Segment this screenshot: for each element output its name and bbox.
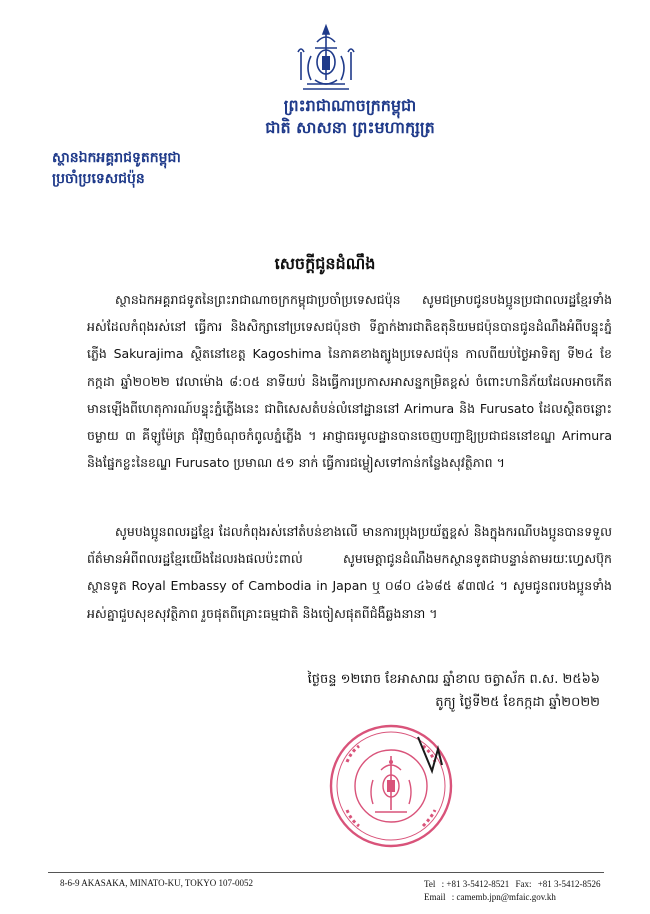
paragraph-1: ស្ថានឯកអគ្គរាជទូតនៃព្រះរាជាណាចក្រកម្ពុជាប្រចាំប្រទេសជប៉ុន សូមជម្រាបជូនបងប្អូនប្រជាពលរដ្ឋខ្មែរទាំងអស់ដែលកំពុងរស់នៅ ធ្វើការ និងសិក្សានៅប្រទេសជប៉ុនថា ទីភ្នាក់ងារជាតិឧតុនិយមជប៉ុនបានជូនដំណឹងអំពីបន្ទុះភ្នំភ្លើង Sakurajima ស្ថិតនៅខេត្ត Kagoshima នៃភាគខាងត្បូងប្រទេសជប៉ុន កាលពីយប់ថ្ងៃអាទិត្យ ទី២៤ ខែកក្កដា ឆ្នាំ២០២២ វេលាម៉ោង ៨:០៥ នាទីយប់ និងធ្វើការប្រកាសអាសន្នកម្រិតខ្ពស់ ចំពោះហានិភ័យដែលអាចកើតមានឡើងពីហេតុការណ៍បន្ទុះភ្នំភ្លើងនេះ ជាពិសេសតំបន់លំនៅដ្ឋាននៅ Arimura និង Furusato ដែលស្ថិតចន្លោះចម្ងាយ ៣ គីឡូម៉ែត្រ ជុំវិញចំណុចកំពូលភ្នំភ្លើង ។ អាជ្ញាធរមូលដ្ឋានបានចេញបញ្ជាឱ្យប្រជាជននៅខណ្ឌ Arimura និងផ្នែកខ្លះនៃខណ្ឌ Furusato ប្រមាណ ៥១ នាក់ ធ្វើការជម្លៀសទៅកាន់កន្លែងសុវត្ថិភាព ។	[87, 292, 612, 471]
kingdom-name: ព្រះរាជាណាចក្រកម្ពុជា	[283, 96, 417, 115]
fax-label: Fax:	[515, 879, 532, 889]
phone-fax-row	[424, 878, 634, 891]
document-title: សេចក្ដីជូនដំណឹង	[274, 254, 376, 273]
footer-address: 8-6-9 AKASAKA, MINATO-KU, TOKYO 107-0052	[60, 878, 253, 888]
embassy-header	[52, 148, 292, 190]
email-row	[424, 891, 634, 904]
email-value: : camemb.jpn@mfaic.gov.kh	[451, 892, 556, 902]
email-label: Email	[424, 892, 446, 902]
embassy-location: ប្រចាំប្រទេសជប៉ុន	[52, 171, 145, 187]
footer-divider	[48, 872, 604, 873]
paragraph-2: សូមបងប្អូនពលរដ្ឋខ្មែរ ដែលកំពុងរស់នៅតំបន់ខាងលើ មានការប្រុងប្រយ័ត្នខ្ពស់ និងក្នុងករណីបងប្អូនបានទទួលព័ត៌មានអំពីពលរដ្ឋខ្មែរយើងដែលរងផលប៉ះពាល់ សូមមេត្តាជូនដំណឹងមកស្ថានទូតជាបន្ទាន់តាមរយៈហ្វេសប៊ុកស្ថានទូត Royal Embassy of Cambodia in Japan ឬ ០៨០ ៤៦៨៥ ៩៣៧៤ ។ សូមជូនពរបងប្អូនទាំងអស់គ្នាជួបសុខសុវត្ថិភាព រួចផុតពីគ្រោះធម្មជាតិ និងចៀសផុតពីជំងឺឆ្លងនានា ។	[87, 524, 612, 621]
tel-label: Tel	[424, 879, 436, 889]
footer-contact	[424, 878, 634, 904]
national-motto: ជាតិ សាសនា ព្រះមហាក្សត្រ	[265, 118, 435, 137]
lunar-date: ថ្ងៃចន្ទ ១២រោច ខែអាសាឍ ឆ្នាំខាល ចត្វាស័ក ព.ស. ២៥៦៦	[307, 672, 600, 687]
signature-mark	[412, 731, 448, 777]
royal-emblem-icon	[289, 22, 363, 96]
embassy-name: ស្ថានឯកអគ្គរាជទូតកម្ពុជា	[52, 150, 181, 166]
date-block	[300, 668, 600, 714]
solar-date: តូក្យូ ថ្ងៃទី២៥ ខែកក្កដា ឆ្នាំ២០២២	[435, 695, 600, 710]
tel-value: : +81 3-5412-8521	[441, 879, 510, 889]
fax-value: +81 3-5412-8526	[537, 879, 601, 889]
kingdom-header	[230, 95, 470, 139]
